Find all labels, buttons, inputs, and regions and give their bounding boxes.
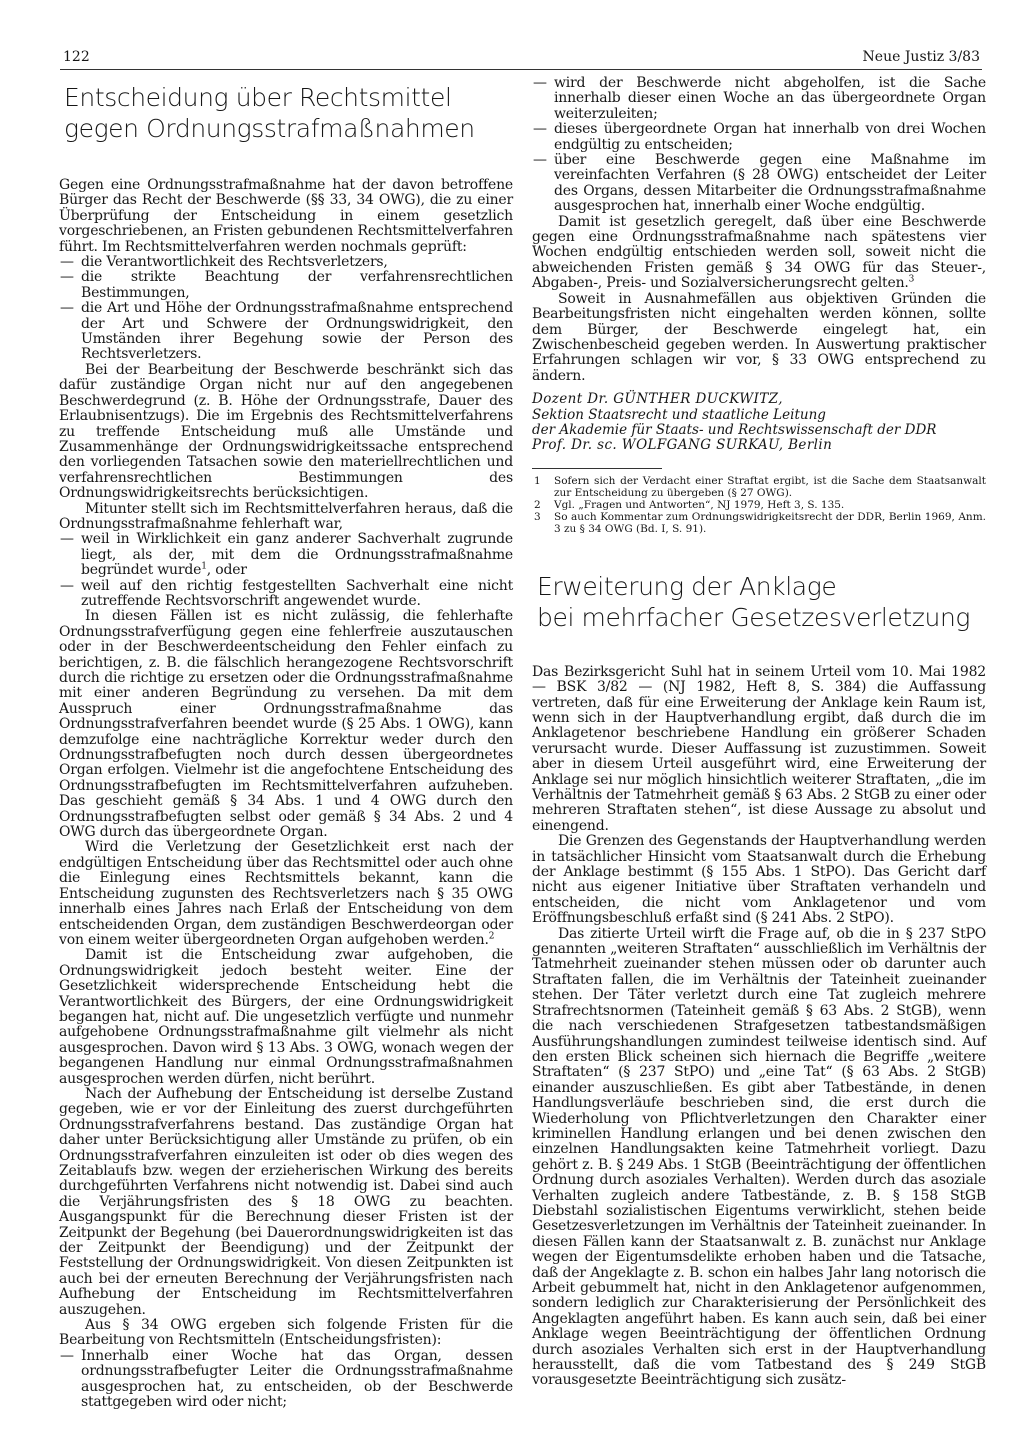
text: wird der Beschwerde nicht abgeholfen, ist die Sache innerhalb dieser einen Woche an das übergeordnete Organ weiterzuleiten; [554, 75, 986, 122]
footnote-ref: 3 [908, 274, 915, 285]
list-item [532, 76, 986, 122]
footnote-ref: 2 [488, 931, 495, 942]
article-1-body-continued [532, 76, 986, 384]
text: Damit ist die Entscheidung zwar aufgehoben, die Ordnungswidrigkeit jedoch besteht weiter. Eine der Gesetzlichkeit widersprechende Entscheidung hebt die Verantwortlichkeit des Bürgers, der eine Ordnungswidrigkeit begangen hat, nicht auf. Die ungesetzlich verfügte und nunmehr aufgehobene Ordnungsstrafmaßnahme gilt vielmehr als nicht ausgesprochen. Davon wird § 13 Abs. 3 OWG, wonach wegen der begangenen Handlung nur einmal Ordnungsstrafmaßnahmen ausgesprochen werden dürfen, nicht berührt. [59, 947, 513, 1087]
footnote-divider [532, 468, 662, 469]
paragraph [532, 215, 986, 292]
list-item [59, 579, 513, 610]
text: die strikte Beachtung der verfahrensrechtlichen Bestimmungen, [81, 269, 513, 301]
paragraph [532, 292, 986, 384]
article-2-title-line-1: Erweiterung der Anklage [537, 571, 837, 601]
article-1-title-line-2: gegen Ordnungsstrafmaßnahmen [64, 114, 475, 143]
list-item [59, 301, 513, 363]
text: weil auf den richtig festgestellten Sachverhalt eine nicht zutreffende Rechtsvorschrift angewendet wurde. [81, 577, 513, 609]
text: Das zitierte Urteil wirft die Frage auf, ob die in § 237 StPO genannten „weiteren Straftaten“ ausschließlich im Verhältnis der Tatmehrheit zueinander stehen müssen oder ob darunter auch Straftaten fallen, die im Verhältnis der Tateinheit zueinander stehen. Der Täter verletzt durch eine Tat zugleich mehrere Strafrechtsnormen (Tateinheit gemäß § 63 Abs. 2 StGB), wenn die nach verschiedenen Strafgesetzen tatbestandsmäßigen Ausführungshandlungen zumindest teilweise identisch sind. Auf den ersten Blick scheinen sich hiernach die Begriffe „weitere Straftaten“ (§ 237 StPO) und „eine Tat“ (§ 63 Abs. 2 StGB) einander auszuschließen. Es gibt aber Tatbestände, in denen Handlungsverläufe beschrieben sind, die erst durch die Wiederholung von Pflichtverletzungen den Charakter einer kriminellen Handlung erlangen und bei denen zwischen den einzelnen Handlungsakten keine Tatmehrheit vorliegt. Dazu gehört z. B. § 249 Abs. 1 StGB (Beeinträchtigung der öffentlichen Ordnung durch asoziales Verhalten). Werden durch das asoziale Verhalten zugleich andere Tatbestände, z. B. § 158 StGB Diebstahl sozialistischen Eigentums verwirklicht, stehen beide Gesetzesverletzungen im Verhältnis der Tateinheit zueinander. In diesen Fällen kann der Staatsanwalt z. B. zunächst nur Anklage wegen der Eigentumsdelikte erhoben haben und die Tatsache, daß der Angeklagte z. B. schon ein halbes Jahr lang notorisch die Arbeit gebummelt hat, nicht in den Anklagetenor aufgenommen, sondern lediglich zur Charakterisierung der Persönlichkeit des Angeklagten angeführt haben. Es kann auch sein, daß bei einer Anklage wegen Beeinträchtigung der öffentlichen Ordnung durch asoziales Verhalten sich erst in der Hauptverhandlung herausstellt, daß die vom Tatbestand des § 249 StGB vorausgesetzte Beeinträchtigung sich zusätz- [532, 925, 986, 1389]
text: über eine Beschwerde gegen eine Maßnahme im vereinfachten Verfahren (§ 28 OWG) entscheidet der Leiter des Organs, dessen Mitarbeiter die Ordnungsstrafmaßnahme ausgesprochen hat, innerhalb einer Woche endgültig. [554, 152, 986, 215]
dash-bullet: — [60, 300, 74, 317]
paragraph [59, 1087, 513, 1318]
dash-bullet: — [60, 254, 74, 271]
text: Damit ist gesetzlich geregelt, daß über eine Beschwerde gegen eine Ordnungsstrafmaßnahme nach spätestens vier Wochen endgültig entschieden werden soll, soweit nicht die abweichenden Fristen gemäß § 34 OWG für das Steuer-, Abgaben-, Preis- und Sozialversicherungsrecht gelten. [532, 213, 986, 292]
footnote [532, 511, 986, 535]
right-column [532, 76, 986, 1389]
text: In diesen Fällen ist es nicht zulässig, die fehlerhafte Ordnungsstrafverfügung gegen eine fehlerfreie auszutauschen oder in der Beschwerdeentscheidung den Fehler einfach zu berichtigen, z. B. die fälschlich herangezogene Rechtsvorschrift durch die richtige zu ersetzen oder die Ordnungsstrafmaßnahme mit einer anderen Begründung zu versehen. Da mit dem Ausspruch einer Ordnungsstrafmaßnahme das Ordnungsstrafverfahren beendet wurde (§ 25 Abs. 1 OWG), kann demzufolge eine nachträgliche Korrektur weder durch den Ordnungsstrafbefugten noch durch dessen übergeordnetes Organ erfolgen. Vielmehr ist die angefochtene Entscheidung des Ordnungsstrafbefugten im Rechtsmittelverfahren aufzuheben. Das geschieht gemäß § 34 Abs. 1 und 4 OWG durch den Ordnungsstrafbefugten selbst oder gemäß § 34 Abs. 2 und 4 OWG durch das übergeordnete Organ. [59, 608, 513, 841]
list-item [59, 255, 513, 270]
paragraph [532, 834, 986, 926]
paragraph [59, 840, 513, 948]
footnote-text: Sofern sich der Verdacht einer Straftat ergibt, ist die Sache dem Staatsanwalt zur Entscheidung zu übergeben (§ 27 OWG). [554, 474, 986, 499]
footnote-number: 3 [534, 510, 541, 523]
article-1-body [59, 178, 513, 1411]
footnote-number: 1 [534, 474, 541, 487]
text: die Verantwortlichkeit des Rechtsverletzers, [81, 254, 388, 271]
text: Innerhalb einer Woche hat das Organ, dessen ordnungsstrafbefugter Leiter die Ordnungsstrafmaßnahme ausgesprochen hat, zu entscheiden, ob der Beschwerde stattgegeben wird oder nicht; [81, 1347, 513, 1411]
header-divider [60, 69, 982, 70]
author-line: Dozent Dr. GÜNTHER DUCKWITZ, [532, 391, 783, 408]
text: die Art und Höhe der Ordnungsstrafmaßnahme entsprechend der Art und Schwere der Ordnungswidrigkeit, den Umständen ihrer Begehung sowie der Person des Rechtsverletzers. [81, 300, 513, 363]
dash-bullet: — [60, 577, 74, 594]
footnote-text: Vgl. „Fragen und Antworten“, NJ 1979, Heft 3, S. 135. [554, 498, 845, 511]
author-line: Prof. Dr. sc. WOLFGANG SURKAU, Berlin [532, 437, 833, 454]
author-line: der Akademie für Staats- und Rechtswissenschaft der DDR [532, 421, 937, 438]
footnote [532, 499, 986, 511]
footnote-text: So auch Kommentar zum Ordnungswidrigkeitsrecht der DDR, Berlin 1969, Anm. 3 zu § 34 OWG (Bd. I, S. 91). [554, 510, 986, 535]
paragraph [59, 363, 513, 502]
dash-bullet: — [60, 1347, 74, 1364]
text: Die Grenzen des Gegenstands der Hauptverhandlung werden in tatsächlicher Hinsicht vom Staatsanwalt durch die Erhebung der Anklage bestimmt (§ 155 Abs. 1 StPO). Das Gericht darf nicht aus eigener Initiative über Straftaten verhandeln und entscheiden, die nicht vom Anklagetenor und vom Eröffnungsbeschluß erfaßt sind (§ 241 Abs. 2 StPO). [532, 833, 986, 927]
article-1-title-line-1: Entscheidung über Rechtsmittel [64, 83, 452, 112]
journal-issue: Neue Justiz 3/83 [862, 49, 980, 65]
list-item [59, 1349, 513, 1411]
article-1-title [64, 82, 513, 144]
paragraph [532, 927, 986, 1389]
dash-bullet: — [60, 531, 74, 548]
dash-bullet: — [533, 75, 547, 91]
text: Das Bezirksgericht Suhl hat in seinem Urteil vom 10. Mai 1982 — BSK 3/82 — (NJ 1982, Heft 8, S. 384) die Auffassung vertreten, daß für eine Erweiterung der Anklage kein Raum ist, wenn sich in der Hauptverhandlung ergibt, daß durch die im Anklagetenor beschriebene Handlung ein größerer Schaden verursacht wurde. Dieser Auffassung ist zuzustimmen. Soweit aber in diesem Urteil ausgeführt wird, eine Erweiterung der Anklage sei nur möglich hinsichtlich weiterer Straftaten, „die im Verhältnis der Tatmehrheit gemäß § 63 Abs. 2 StGB zu einer oder mehreren Straftaten stehen“, ist diese Aussage zu absolut und einengend. [532, 663, 986, 834]
paragraph [59, 609, 513, 840]
text: Mitunter stellt sich im Rechtsmittelverfahren heraus, daß die Ordnungsstrafmaßnahme fehlerhaft war, [59, 500, 513, 532]
list-item [532, 122, 986, 153]
left-column [59, 76, 513, 1411]
dash-bullet: — [533, 152, 547, 169]
text: Wird die Verletzung der Gesetzlichkeit erst nach der endgültigen Entscheidung über das Rechtsmittel oder auch ohne die Einlegung eines Rechtsmittels bekannt, kann die Entscheidung zugunsten des Rechtsverletzers nach § 35 OWG innerhalb eines Jahres nach Erlaß der Entscheidung von dem entscheidenden Organ, dem zuständigen Beschwerdeorgan oder von einem weiter übergeordneten Organ aufgehoben werden. [59, 839, 513, 948]
text: Soweit in Ausnahmefällen aus objektiven Gründen die Bearbeitungsfristen nicht eingehalten werden können, sollte dem Bürger, der Beschwerde eingelegt hat, ein Zwischenbescheid gegeben werden. In Auswertung praktischer Erfahrungen schlagen wir vor, § 33 OWG entsprechend zu ändern. [532, 290, 986, 384]
article-2-title-line-2: bei mehrfacher Gesetzesverletzung [537, 602, 971, 632]
footnote-ref: 1 [201, 561, 207, 572]
text: Gegen eine Ordnungsstrafmaßnahme hat der davon betroffene Bürger das Recht der Beschwerde (§§ 33, 34 OWG), die zu einer Überprüfung der Entscheidung in einem gesetzlich vorgeschriebenen, an Fristen gebundenen Rechtsmittelverfahren führt. Im Rechtsmittelverfahren werden nochmals geprüft: [59, 177, 513, 255]
text: Nach der Aufhebung der Entscheidung ist derselbe Zustand gegeben, wie er vor der Einleitung des zuerst durchgeführten Ordnungsstrafverfahrens bestand. Das zuständige Organ hat daher unter Berücksichtigung aller Umstände zu prüfen, ob ein Ordnungsstrafverfahren einzuleiten ist oder ob dies wegen des Zeitablaufs bzw. wegen der erzieherischen Wirkung des bereits durchgeführten Verfahrens nicht notwendig ist. Dabei sind auch die Verjährungsfristen des § 18 OWG zu beachten. Ausgangspunkt für die Berechnung dieser Fristen ist der Zeitpunkt der Begehung (bei Dauerordnungswidrigkeiten ist das der Zeitpunkt der Beendigung) und der Zeitpunkt der Feststellung der Ordnungswidrigkeit. Von diesen Zeitpunkten ist auch bei der erneuten Berechnung der Verjährungsfristen nach Aufhebung der Entscheidung im Rechtsmittelverfahren auszugehen. [59, 1085, 513, 1318]
text: Bei der Bearbeitung der Beschwerde beschränkt sich das dafür zuständige Organ nicht nur auf den angegebenen Beschwerdegrund (z. B. Höhe der Ordnungsstrafe, Dauer des Erlaubnisentzugs). Die im Ergebnis des Rechtsmittelverfahrens zu treffende Entscheidung muß alle Umstände und Zusammenhänge der Ordnungswidrigkeitssache entsprechend den vorliegenden Tatsachen sowie den materiellrechtlichen und verfahrensrechtlichen Bestimmungen des Ordnungswidrigkeitsrechts berücksichtigen. [59, 361, 513, 502]
page-number: 122 [63, 49, 90, 65]
list-item [59, 532, 513, 578]
paragraph [59, 502, 513, 533]
text: dieses übergeordnete Organ hat innerhalb von drei Wochen endgültig zu entscheiden; [554, 121, 986, 153]
author-block [532, 392, 986, 454]
author-line: Sektion Staatsrecht und staatliche Leitung [532, 406, 826, 423]
text: weil in Wirklichkeit ein ganz anderer Sachverhalt zugrunde liegt, als der, mit dem die Ordnungsstrafmaßnahme begründet wurde [81, 531, 513, 579]
paragraph [59, 178, 513, 255]
dash-bullet: — [533, 121, 547, 138]
dash-bullet: — [60, 269, 74, 286]
list-item [59, 270, 513, 301]
article-2-body [532, 665, 986, 1389]
text: , oder [206, 562, 247, 579]
paragraph [532, 665, 986, 834]
article-2-title [537, 571, 986, 633]
paragraph [59, 948, 513, 1087]
paragraph [59, 1318, 513, 1349]
text: Aus § 34 OWG ergeben sich folgende Fristen für die Bearbeitung von Rechtsmitteln (Entscheidungsfristen): [59, 1317, 513, 1349]
footnote-number: 2 [534, 498, 541, 511]
footnote [532, 475, 986, 499]
footnotes [532, 475, 986, 535]
list-item [532, 153, 986, 215]
